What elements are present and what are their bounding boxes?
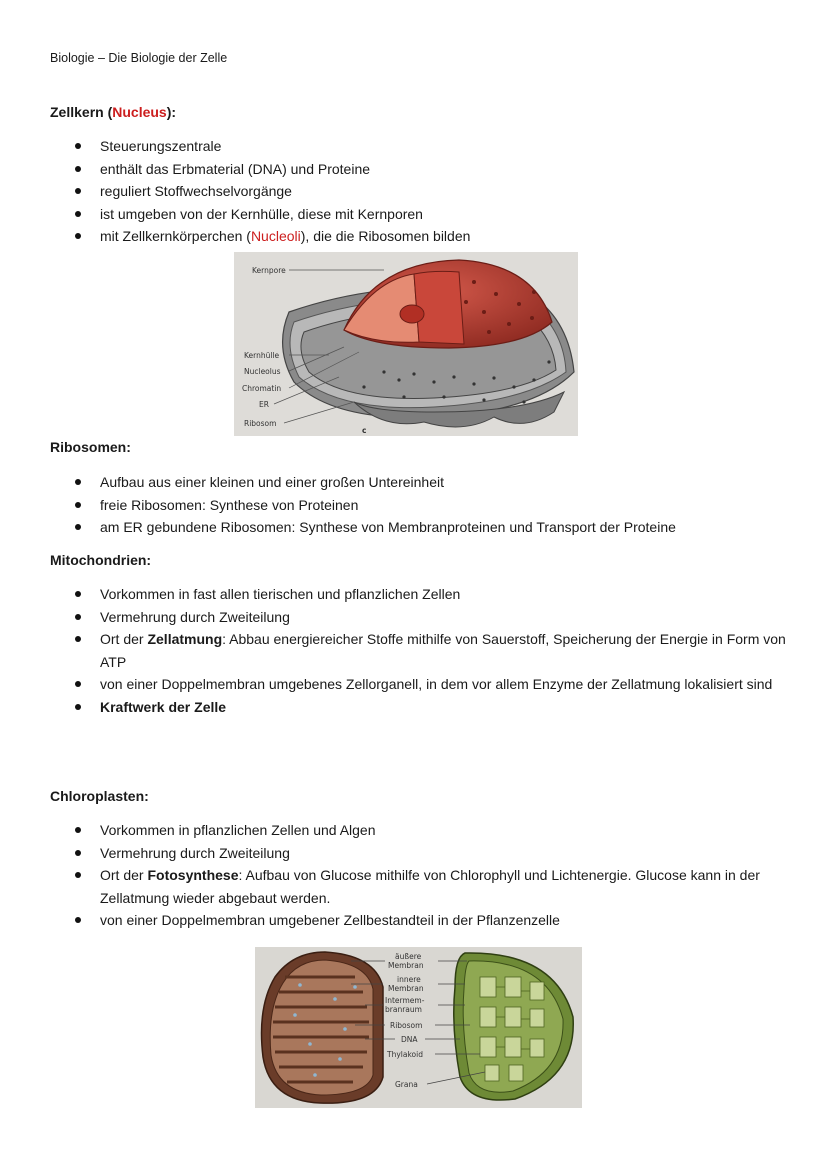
- label-aeussere-2: Membran: [388, 961, 424, 970]
- label-innere-2: Membran: [388, 984, 424, 993]
- list-item: von einer Doppelmembran umgebener Zellbestandteil in der Pflanzenzelle: [100, 909, 790, 932]
- list-item: freie Ribosomen: Synthese von Proteinen: [100, 494, 790, 517]
- list-item: Ort der Zellatmung: Abbau energiereicher Stoffe mithilfe von Sauerstoff, Speicherung der Energie in Form von ATP: [100, 628, 790, 673]
- nucleoli-red-term: Nucleoli: [250, 228, 301, 245]
- label-kernpore: Kernpore: [252, 266, 286, 275]
- label-panel: c: [362, 426, 367, 435]
- label-aeussere: äußere: [395, 952, 422, 961]
- bold-term: Kraftwerk der Zelle: [100, 698, 227, 715]
- label-ribosom: Ribosom: [244, 419, 277, 428]
- label-kernhuelle: Kernhülle: [244, 351, 280, 360]
- section-title-nucleus: Zellkern (Nucleus):: [50, 104, 177, 120]
- label-dna: DNA: [401, 1035, 418, 1044]
- label-innere: innere: [397, 975, 421, 984]
- list-item: ist umgeben von der Kernhülle, diese mit Kernporen: [100, 203, 790, 226]
- section-title-ribosomes: Ribosomen:: [50, 439, 131, 455]
- mitochondria-list: [100, 583, 790, 719]
- chloroplast: [454, 953, 573, 1100]
- label-chromatin: Chromatin: [242, 384, 282, 393]
- list-item: am ER gebundene Ribosomen: Synthese von Membranproteinen und Transport der Proteine: [100, 516, 790, 539]
- list-item: von einer Doppelmembran umgebenes Zellorganell, in dem vor allem Enzyme der Zellatmung lokalisiert sind: [100, 673, 790, 696]
- list-item: reguliert Stoffwechselvorgänge: [100, 180, 790, 203]
- bold-term: Fotosynthese: [147, 867, 239, 884]
- list-item: Vermehrung durch Zweiteilung: [100, 842, 790, 865]
- label-ribosom: Ribosom: [390, 1021, 423, 1030]
- label-nucleolus: Nucleolus: [244, 367, 281, 376]
- nucleus-diagram: [234, 252, 578, 436]
- label-intermem: Intermem-: [385, 996, 425, 1005]
- mito-chloro-diagram: [255, 947, 582, 1108]
- label-intermem-2: branraum: [385, 1005, 422, 1014]
- label-er: ER: [259, 400, 269, 409]
- nucleus-cut-inner: [414, 271, 464, 344]
- label-grana: Grana: [395, 1080, 418, 1089]
- section-title-chloroplasts: Chloroplasten:: [50, 788, 149, 804]
- list-item: Vermehrung durch Zweiteilung: [100, 606, 790, 629]
- nucleus-illustration: [234, 252, 578, 436]
- section-title-mitochondria: Mitochondrien:: [50, 552, 152, 568]
- list-item: Ort der Fotosynthese: Aufbau von Glucose mithilfe von Chlorophyll und Lichtenergie. Glucose kann in der Zellatmung wieder abgebaut werden.: [100, 864, 790, 909]
- list-item: [100, 696, 790, 719]
- list-item: Vorkommen in fast allen tierischen und pflanzlichen Zellen: [100, 583, 790, 606]
- list-item: Vorkommen in pflanzlichen Zellen und Algen: [100, 819, 790, 842]
- list-item: Steuerungszentrale: [100, 135, 790, 158]
- mito-chloro-illustration: [255, 947, 582, 1108]
- nucleus-list: [100, 135, 790, 248]
- bold-term: Zellatmung: [147, 631, 223, 648]
- label-thylakoid: Thylakoid: [387, 1050, 423, 1059]
- list-item: enthält das Erbmaterial (DNA) und Proteine: [100, 158, 790, 181]
- nucleus-red-term: Nucleus: [112, 104, 167, 120]
- list-item: Aufbau aus einer kleinen und einer großen Untereinheit: [100, 471, 790, 494]
- mitochondrion: [262, 952, 384, 1103]
- ribosomes-list: [100, 471, 790, 539]
- nucleolus: [400, 305, 424, 323]
- document-header: Biologie – Die Biologie der Zelle: [50, 51, 228, 65]
- chloroplasts-list: [100, 819, 790, 932]
- list-item: mit Zellkernkörperchen (Nucleoli), die die Ribosomen bilden: [100, 225, 790, 248]
